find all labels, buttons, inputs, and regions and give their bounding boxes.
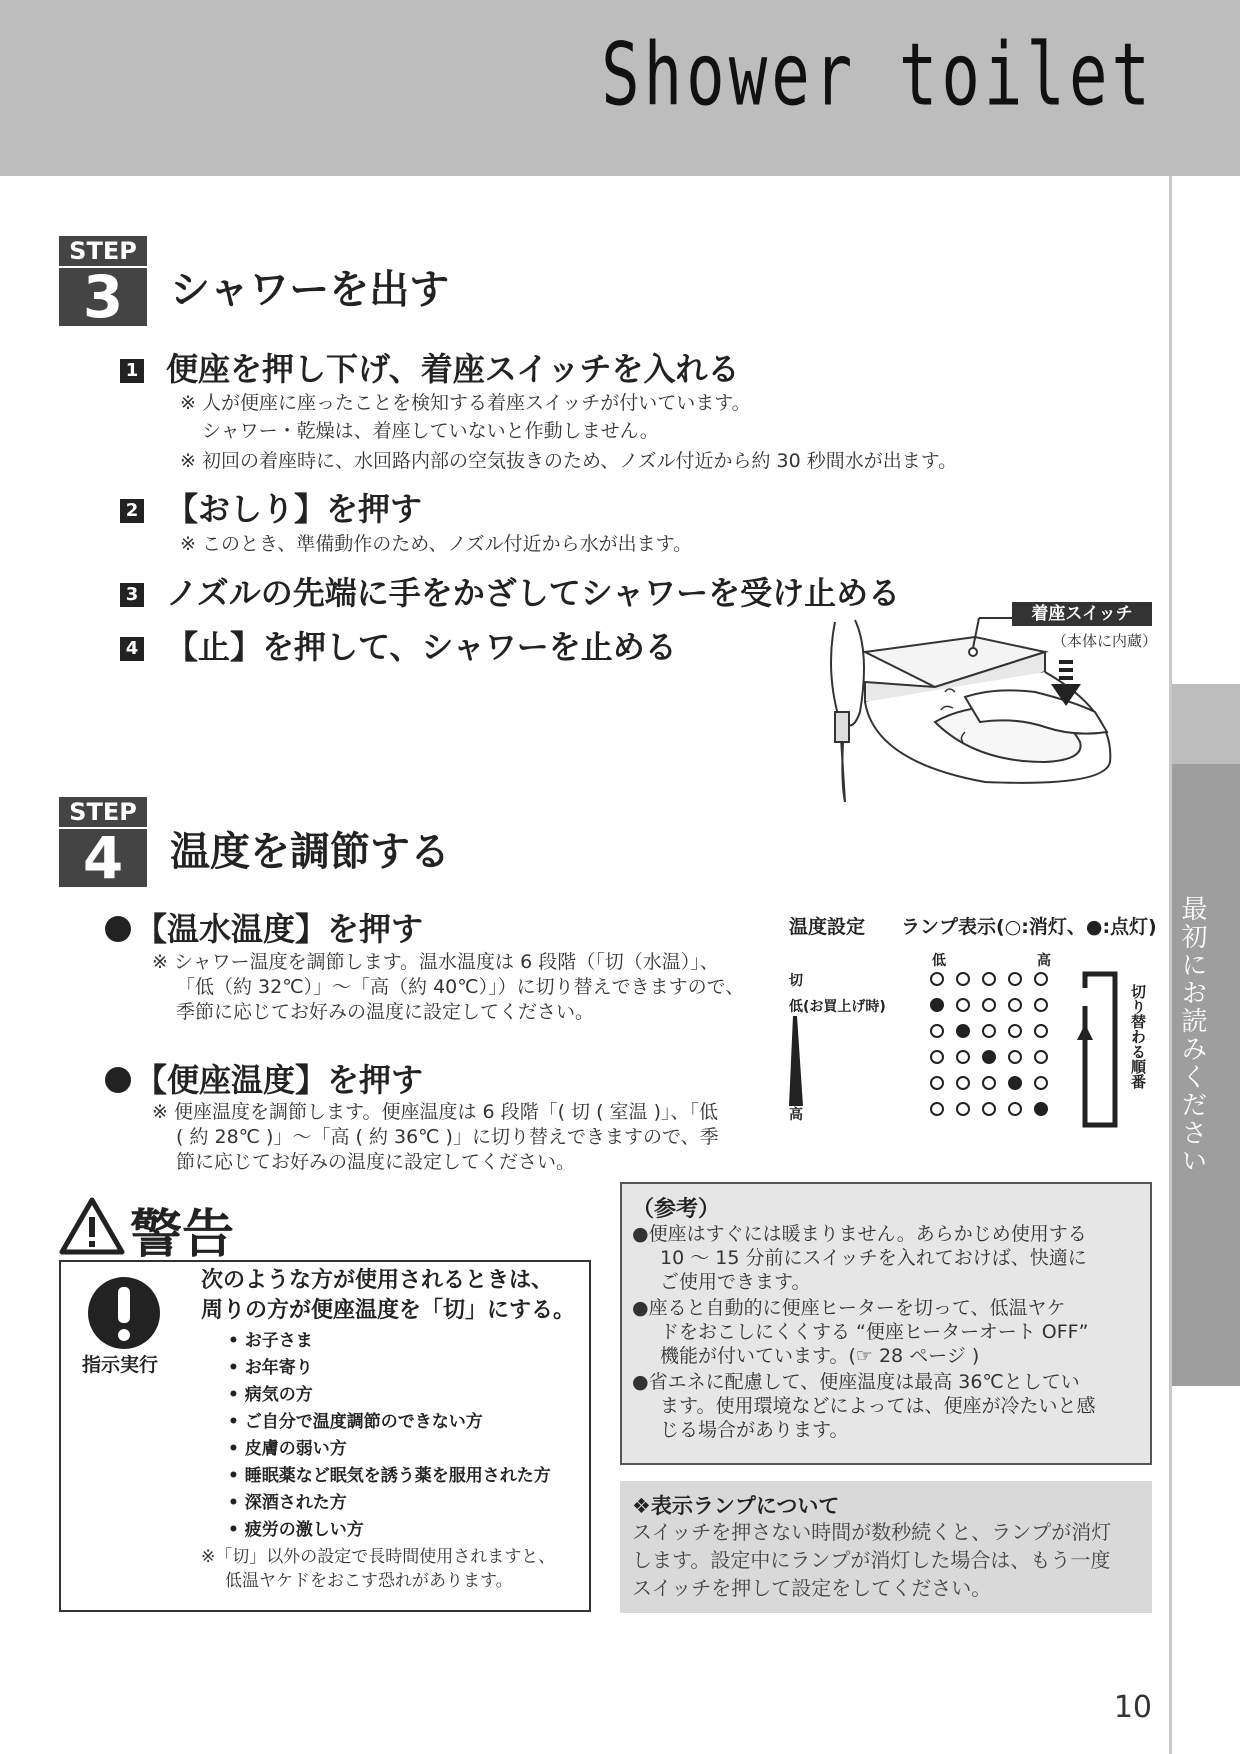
water-temp-text: ※ シャワー温度を調節します。温水温度は 6 段階（「切（水温）」、 「低（約 32℃）」～「高（約 40℃）」）に切り替えできますので、 季節に応じてお好みの温度に設定してください。 xyxy=(152,951,745,1023)
lamp-table-col1: 温度設定 xyxy=(789,916,866,938)
step3-item-1: 1 便座を押し下げ、着座スイッチを入れる xyxy=(120,344,739,390)
reference-para-2: ●座ると自動的に便座ヒーターを切って、低温ヤケ ドをおこしにくくする “便座ヒーターオート OFF” 機能が付いています。(☞ 28 ページ ) xyxy=(632,1297,1089,1367)
page-number: 10 xyxy=(1113,1690,1152,1725)
reference-para-1: ●便座はすぐには暖まりません。あらかじめ使用する 10 ～ 15 分前にスイッチを入れておけば、快適に ご使用できます。 xyxy=(632,1223,1087,1293)
lamp-off-icon xyxy=(1008,1102,1022,1116)
lamp-off-icon xyxy=(930,1076,944,1090)
lamp-on-icon xyxy=(956,1024,970,1038)
list-item: • 睡眠薬など眠気を誘う薬を服用された方 xyxy=(228,1466,551,1486)
lamp-off-icon xyxy=(930,1024,944,1038)
temperature-wedge-icon xyxy=(789,1016,805,1106)
step3-note-3: ※ 初回の着座時に、水回路内部の空気抜きのため、ノズル付近から約 30 秒間水が出ます。 xyxy=(180,450,958,472)
cycle-order-arrow-icon xyxy=(1075,970,1127,1128)
lamp-off-icon xyxy=(1034,998,1048,1012)
step3-note-4: ※ このとき、準備動作のため、ノズル付近から水が出ます。 xyxy=(180,533,693,555)
warning-list xyxy=(228,1326,551,1542)
list-item: • お子さま xyxy=(228,1331,313,1351)
warning-text: 次のような方が使用されるときは、 周りの方が便座温度を「切」にする。 xyxy=(201,1268,576,1323)
water-temp-heading: 【温水温度】を押す xyxy=(105,904,423,950)
warning-title: 警告 xyxy=(130,1205,235,1265)
lamp-on-icon xyxy=(930,998,944,1012)
step3-number: 3 xyxy=(82,263,124,331)
lamp-off-icon xyxy=(1034,1076,1048,1090)
lamp-grid xyxy=(930,972,1050,1122)
lamp-off-icon xyxy=(982,998,996,1012)
step3-item-4: 4 【止】を押して、シャワーを止める xyxy=(120,622,677,668)
seat-temp-heading: 【便座温度】を押す xyxy=(105,1055,423,1101)
lamp-low-header: 低 xyxy=(932,953,946,969)
list-item: • 病気の方 xyxy=(228,1385,313,1405)
warning-triangle-icon xyxy=(59,1197,125,1255)
list-item: • お年寄り xyxy=(228,1358,313,1378)
step3-label: STEP xyxy=(59,236,147,268)
seat-switch-label: 着座スイッチ xyxy=(1012,602,1152,626)
lamp-off-icon xyxy=(930,1050,944,1064)
reference-para-3: ●省エネに配慮して、便座温度は最高 36℃としてい ます。使用環境などによっては、便座が冷たいと感 じる場合があります。 xyxy=(632,1371,1096,1441)
lamp-off-icon xyxy=(1034,1050,1048,1064)
lamp-row-low: 低(お買上げ時) xyxy=(789,999,886,1015)
lamp-row-off: 切 xyxy=(789,973,803,989)
step3-item-3: 3 ノズルの先端に手をかざしてシャワーを受け止める xyxy=(120,568,900,614)
side-tab-label: 最初にお読みください xyxy=(1177,895,1207,1175)
step4-number: 4 xyxy=(82,824,124,892)
lamp-off-icon xyxy=(1034,1024,1048,1038)
seat-switch-sublabel: （本体に内蔵） xyxy=(1052,632,1158,650)
side-tab-light xyxy=(1172,684,1240,764)
list-item: • 疲労の激しい方 xyxy=(228,1520,364,1540)
lamp-off-icon xyxy=(1008,1050,1022,1064)
lamp-off-icon xyxy=(982,1076,996,1090)
lamp-off-icon xyxy=(956,972,970,986)
step3-note-1: ※ 人が便座に座ったことを検知する着座スイッチが付いています。 xyxy=(180,392,751,414)
lamp-on-icon xyxy=(1034,1102,1048,1116)
lamp-off-icon xyxy=(956,1050,970,1064)
bullet-dot-icon xyxy=(105,916,131,942)
lamp-on-icon xyxy=(982,1050,996,1064)
mandatory-action-icon xyxy=(86,1275,162,1351)
step4-label: STEP xyxy=(59,797,147,829)
step3-badge xyxy=(59,236,147,331)
lamp-on-icon xyxy=(1008,1076,1022,1090)
list-item: • 皮膚の弱い方 xyxy=(228,1439,347,1459)
lamp-off-icon xyxy=(1008,1024,1022,1038)
bullet-dot-icon xyxy=(105,1067,131,1093)
lamp-off-icon xyxy=(930,1102,944,1116)
step3-note-2: シャワー・乾燥は、着座していないと作動しません。 xyxy=(202,420,659,442)
lamp-table-col2: ランプ表示(○:消灯、●:点灯) xyxy=(901,916,1157,938)
lamp-note-text: スイッチを押さない時間が数秒続くと、ランプが消灯 します。設定中にランプが消灯した場合は、もう一度 スイッチを押して設定をしてください。 xyxy=(632,1520,1112,1600)
lamp-off-icon xyxy=(956,1102,970,1116)
lamp-off-icon xyxy=(982,1102,996,1116)
mandatory-action-label: 指示実行 xyxy=(82,1354,159,1376)
lamp-off-icon xyxy=(956,998,970,1012)
brand-logo-text: Shower toilet xyxy=(601,26,1154,126)
step4-title: 温度を調節する xyxy=(170,829,450,875)
lamp-high-header: 高 xyxy=(1037,953,1051,969)
list-item: • ご自分で温度調節のできない方 xyxy=(228,1412,483,1432)
seat-temp-text: ※ 便座温度を調節します。便座温度は 6 段階「( 切 ( 室温 )」、「低 ( 約 28℃ )」～「高 ( 約 36℃ )」に切り替えできますので、季 節に応じてお好みの温度に設定してください。 xyxy=(152,1101,719,1173)
step3-item-2: 2 【おしり】を押す xyxy=(120,484,422,530)
lamp-off-icon xyxy=(930,972,944,986)
warning-note: ※「切」以外の設定で長時間使用されますと、 低温ヤケドをおこす恐れがあります。 xyxy=(201,1547,556,1591)
reference-title: （参考） xyxy=(632,1197,721,1222)
lamp-row-high: 高 xyxy=(789,1107,803,1123)
lamp-note-title: ❖表示ランプについて xyxy=(632,1494,840,1518)
step3-title: シャワーを出す xyxy=(170,267,450,313)
lamp-order-label: 切り替わる順番 xyxy=(1129,984,1147,1089)
lamp-off-icon xyxy=(982,1024,996,1038)
lamp-off-icon xyxy=(1008,998,1022,1012)
lamp-off-icon xyxy=(1008,972,1022,986)
step4-badge xyxy=(59,797,147,892)
lamp-off-icon xyxy=(956,1076,970,1090)
lamp-off-icon xyxy=(982,972,996,986)
list-item: • 深酒された方 xyxy=(228,1493,347,1513)
lamp-off-icon xyxy=(1034,972,1048,986)
